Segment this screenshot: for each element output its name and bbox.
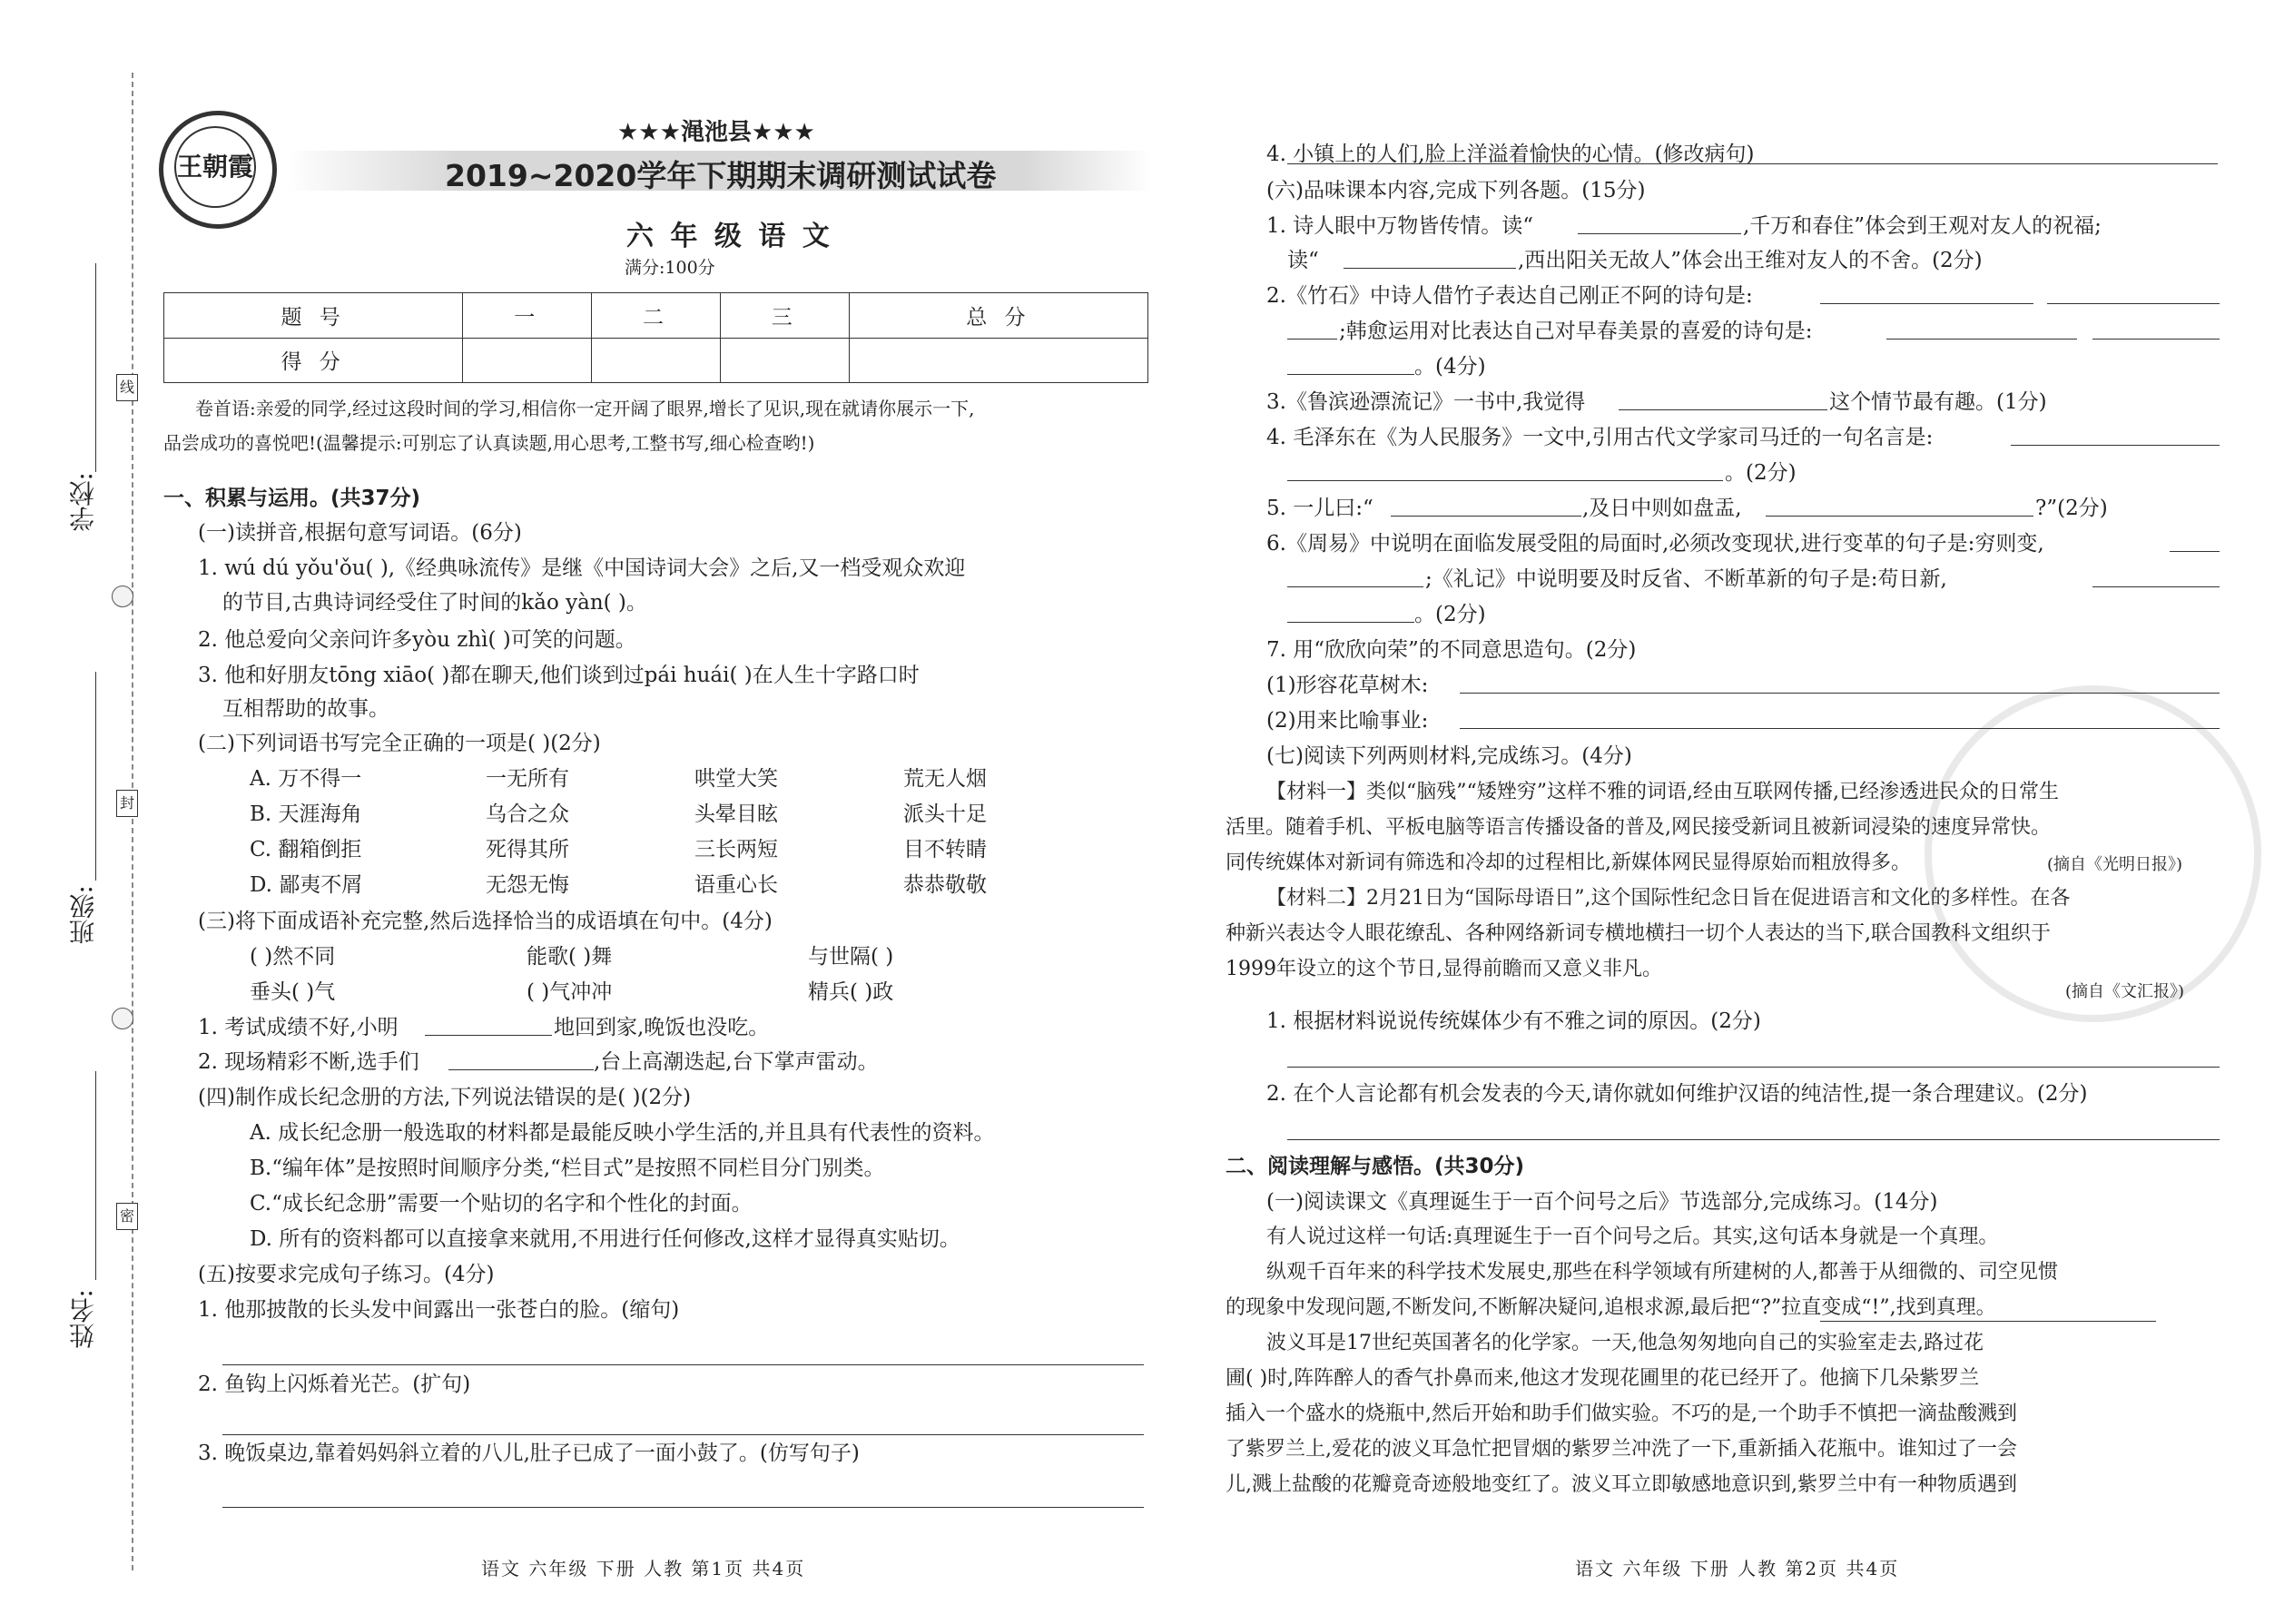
source-note: (摘自《文汇报》) bbox=[2065, 982, 2185, 1001]
question-text: 4. 毛泽东在《为人民服务》一文中,引用古代文学家司马迁的一句名言是: bbox=[1266, 426, 1934, 449]
question-text: ,台上高潮迭起,台下掌声雷动。 bbox=[594, 1050, 879, 1074]
question-text: 1. 考试成绩不好,小明 bbox=[198, 1016, 399, 1039]
question-text: ?”(2分) bbox=[2035, 497, 2108, 520]
answer-line[interactable] bbox=[1287, 1139, 2220, 1140]
question-text: 7. 用“欣欣向荣”的不同意思造句。(2分) bbox=[1266, 638, 1637, 662]
subject-title: 六 年 级 语 文 bbox=[626, 221, 833, 252]
school-label: 学校: bbox=[68, 472, 98, 532]
question-text: ,千万和春住”体会到王观对友人的祝福; bbox=[1743, 214, 2102, 238]
passage-text: 儿,溅上盐酸的花瓣竟奇迹般地变红了。波义耳立即敏感地意识到,紫罗兰中有一种物质遇到 bbox=[1226, 1473, 2017, 1496]
idiom-blank[interactable]: 垂头( )气 bbox=[250, 980, 336, 1004]
score-input-cell[interactable] bbox=[849, 338, 1147, 383]
option-word: 目不转睛 bbox=[903, 838, 987, 861]
question-text: (2)用来比喻事业: bbox=[1266, 709, 1429, 733]
option-b[interactable]: B.“编年体”是按照时间顺序分类,“栏目式”是按照不同栏目分门别类。 bbox=[250, 1156, 885, 1180]
question-text: ,西出阳关无故人”体会出王维对友人的不舍。(2分) bbox=[1518, 249, 1983, 272]
answer-blank[interactable] bbox=[1287, 339, 1337, 340]
answer-blank[interactable] bbox=[1287, 374, 1414, 375]
question-text: ,及日中则如盘盂, bbox=[1582, 497, 1742, 520]
seal-icon bbox=[112, 586, 133, 607]
idiom-blank[interactable]: 能歌( )舞 bbox=[527, 945, 613, 969]
table-cell: 三 bbox=[720, 293, 849, 339]
passage-text: 了紫罗兰上,爱花的波义耳急忙把冒烟的紫罗兰冲洗了一下,重新插入花瓶中。谁知过了一会 bbox=[1226, 1438, 2017, 1461]
question-text: 6.《周易》中说明在面临发展受阻的局面时,必须改变现状,进行变革的句子是:穷则变, bbox=[1266, 532, 2044, 556]
question-text: 4. 小镇上的人们,脸上洋溢着愉快的心情。(修改病句) bbox=[1266, 143, 1755, 166]
option-word: 语重心长 bbox=[694, 873, 778, 897]
question-text: ;《礼记》中说明要及时反省、不断革新的句子是:苟日新, bbox=[1425, 567, 1947, 591]
question-text: 1. wú dú yǒu'ǒu( ),《经典咏流传》是继《中国诗词大会》之后,又一档受观众欢迎 bbox=[198, 556, 966, 580]
question-text: (四)制作成长纪念册的方法,下列说法错误的是( )(2分) bbox=[198, 1086, 692, 1109]
option-word: 哄堂大笑 bbox=[694, 767, 778, 791]
table-cell: 题 号 bbox=[164, 293, 463, 339]
question-text: 2. 他总爱向父亲问许多yòu zhì( )可笑的问题。 bbox=[198, 628, 636, 652]
question-text: 1. 根据材料说说传统媒体少有不雅之词的原因。(2分) bbox=[1266, 1009, 1761, 1033]
material-text: 【材料一】类似“脑残”“矮矬穷”这样不雅的词语,经由互联网传播,已经渗透进民众的日常生 bbox=[1266, 781, 2059, 803]
fold-line bbox=[132, 73, 133, 1570]
question-text: 互相帮助的故事。 bbox=[222, 697, 389, 721]
answer-blank[interactable] bbox=[1820, 303, 2033, 304]
answer-line[interactable] bbox=[1460, 728, 2220, 729]
question-text: 2. 现场精彩不断,选手们 bbox=[198, 1050, 419, 1074]
score-input-cell[interactable] bbox=[592, 338, 721, 383]
score-table bbox=[163, 292, 1148, 383]
answer-blank[interactable] bbox=[1886, 339, 2077, 340]
table-cell: 得 分 bbox=[164, 338, 463, 383]
question-text: (1)形容花草树木: bbox=[1266, 674, 1429, 697]
question-text: 。(2分) bbox=[1414, 603, 1486, 626]
table-row bbox=[164, 338, 1148, 383]
question-text: ;韩愈运用对比表达自己对早春美景的喜爱的诗句是: bbox=[1339, 320, 1813, 343]
answer-blank[interactable] bbox=[1287, 586, 1423, 587]
answer-blank[interactable] bbox=[1287, 622, 1414, 623]
question-text: (七)阅读下列两则材料,完成练习。(4分) bbox=[1266, 744, 1632, 768]
answer-blank[interactable] bbox=[1391, 516, 1581, 517]
passage-text: 的现象中发现问题,不断发问,不断解决疑问,追根求源,最后把“?”拉直变成“!”,找到真理。 bbox=[1226, 1296, 1996, 1319]
question-text: (五)按要求完成句子练习。(4分) bbox=[198, 1263, 495, 1286]
question-text: (三)将下面成语补充完整,然后选择恰当的成语填在句中。(4分) bbox=[198, 910, 773, 933]
question-text: 3. 他和好朋友tōng xiāo( )都在聊天,他们谈到过pái huái( )在人生十字路口时 bbox=[198, 664, 920, 687]
question-text: 1. 他那披散的长头发中间露出一张苍白的脸。(缩句) bbox=[198, 1298, 680, 1322]
fold-mark-seal: 封 bbox=[116, 790, 138, 817]
question-text: 这个情节最有趣。(1分) bbox=[1829, 390, 2047, 414]
fold-mark-secret: 密 bbox=[116, 1203, 138, 1230]
option-d[interactable]: D. 鄙夷不屑 bbox=[250, 873, 363, 897]
school-line bbox=[95, 263, 96, 472]
question-text: 的节目,古典诗词经受住了时间的kǎo yàn( )。 bbox=[222, 591, 647, 615]
answer-blank[interactable] bbox=[2170, 551, 2220, 552]
question-text: 3. 晚饭桌边,靠着妈妈斜立着的八儿,肚子已成了一面小鼓了。(仿写句子) bbox=[198, 1442, 860, 1465]
option-a[interactable]: A. 成长纪念册一般选取的材料都是最能反映小学生活的,并且具有代表性的资料。 bbox=[250, 1121, 995, 1145]
section-heading: 二、阅读理解与感悟。(共30分) bbox=[1226, 1155, 1525, 1178]
exam-title: 2019~2020学年下期期末调研测试试卷 bbox=[445, 158, 997, 193]
option-word: 派头十足 bbox=[903, 802, 987, 826]
answer-line[interactable] bbox=[222, 1434, 1144, 1435]
table-row bbox=[164, 293, 1148, 339]
answer-line[interactable] bbox=[222, 1364, 1144, 1365]
material-text: 活里。随着手机、平板电脑等语言传播设备的普及,网民接受新词且被新词浸染的速度异常快。 bbox=[1226, 816, 2051, 839]
intro-line: 品尝成功的喜悦吧!(温馨提示:可别忘了认真读题,用心思考,工整书写,细心检查哟!) bbox=[163, 432, 815, 454]
logo-text: 王朝霞 bbox=[174, 126, 256, 208]
intro-line: 卷首语:亲爱的同学,经过这段时间的学习,相信你一定开阔了眼界,增长了见识,现在就请你展示一下, bbox=[195, 398, 975, 419]
passage-text: 插入一个盛水的烧瓶中,然后开始和助手们做实验。不巧的是,一个助手不慎把一滴盐酸溅到 bbox=[1226, 1403, 2017, 1425]
question-text: 。(2分) bbox=[1725, 461, 1797, 485]
question-text: 3.《鲁滨逊漂流记》一书中,我觉得 bbox=[1266, 390, 1586, 414]
answer-blank[interactable] bbox=[1287, 480, 1723, 481]
passage-text: 纵观千百年来的科学技术发展史,那些在科学领域有所建树的人,都善于从细微的、司空见惯 bbox=[1266, 1261, 2058, 1284]
question-text: 读“ bbox=[1287, 249, 1319, 272]
material-text: 【材料二】2月21日为“国际母语日”,这个国际性纪念日旨在促进语言和文化的多样性。在各 bbox=[1266, 887, 2071, 910]
question-text: 2. 鱼钩上闪烁着光芒。(扩句) bbox=[198, 1373, 471, 1396]
question-text: 2.《竹石》中诗人借竹子表达自己刚正不阿的诗句是: bbox=[1266, 284, 1753, 308]
table-cell: 二 bbox=[592, 293, 721, 339]
option-b[interactable]: B. 天涯海角 bbox=[250, 802, 362, 826]
passage-text: 圃( )时,阵阵醉人的香气扑鼻而来,他这才发现花圃里的花已经开了。他摘下几朵紫罗兰 bbox=[1226, 1367, 1980, 1390]
answer-blank[interactable] bbox=[448, 1069, 594, 1070]
fold-mark-line: 线 bbox=[116, 374, 138, 401]
material-text: 1999年设立的这个节日,显得前瞻而又意义非凡。 bbox=[1226, 958, 1662, 980]
section-heading: 一、积累与运用。(共37分) bbox=[163, 487, 421, 510]
option-word: 死得其所 bbox=[486, 838, 569, 861]
score-input-cell[interactable] bbox=[720, 338, 849, 383]
underline-mark bbox=[1820, 1321, 2156, 1322]
answer-blank[interactable] bbox=[2092, 586, 2220, 587]
option-word: 乌合之众 bbox=[486, 802, 569, 826]
table-cell: 一 bbox=[463, 293, 592, 339]
answer-blank[interactable] bbox=[2092, 339, 2220, 340]
option-word: 一无所有 bbox=[486, 767, 569, 791]
question-text: 2. 在个人言论都有机会发表的今天,请你就如何维护汉语的纯洁性,提一条合理建议。(2分) bbox=[1266, 1082, 2088, 1106]
answer-blank[interactable] bbox=[1766, 516, 2033, 517]
table-cell: 总 分 bbox=[849, 293, 1147, 339]
option-c[interactable]: C.“成长纪念册”需要一个贴切的名字和个性化的封面。 bbox=[250, 1192, 753, 1216]
class-label: 班级: bbox=[68, 885, 98, 945]
option-word: 恭恭敬敬 bbox=[903, 873, 987, 897]
answer-blank[interactable] bbox=[1578, 233, 1741, 234]
option-word: 头晕目眩 bbox=[694, 802, 778, 826]
passage-text: 有人说过这样一句话:真理诞生于一百个问号之后。其实,这句话本身就是一个真理。 bbox=[1266, 1225, 1999, 1248]
answer-blank[interactable] bbox=[1344, 268, 1516, 269]
seal-icon bbox=[112, 1008, 133, 1029]
brand-logo bbox=[159, 111, 277, 229]
question-text: (二)下列词语书写完全正确的一项是( )(2分) bbox=[198, 732, 601, 755]
question-text: 地回到家,晚饭也没吃。 bbox=[554, 1016, 770, 1039]
question-text: 5. 一儿曰:“ bbox=[1266, 497, 1373, 520]
idiom-blank[interactable]: 精兵( )政 bbox=[808, 980, 894, 1004]
full-score: 满分:100分 bbox=[625, 258, 715, 278]
county-name: ★★★渑池县★★★ bbox=[617, 119, 815, 146]
class-line bbox=[95, 672, 96, 881]
material-text: 种新兴表达令人眼花缭乱、各种网络新词专横地横扫一切个人表达的当下,联合国教科文组织于 bbox=[1226, 922, 2051, 945]
question-text: (一)读拼音,根据句意写词语。(6分) bbox=[198, 521, 522, 545]
idiom-blank[interactable]: 与世隔( ) bbox=[808, 945, 894, 969]
option-d[interactable]: D. 所有的资料都可以直接拿来就用,不用进行任何修改,这样才显得真实贴切。 bbox=[250, 1227, 960, 1251]
answer-line[interactable] bbox=[1287, 163, 2218, 164]
name-line bbox=[95, 1071, 96, 1280]
name-label: 姓名: bbox=[68, 1289, 98, 1349]
passage-text: 波义耳是17世纪英国著名的化学家。一天,他急匆匆地向自己的实验室走去,路过花 bbox=[1266, 1332, 1984, 1354]
score-input-cell[interactable] bbox=[463, 338, 592, 383]
answer-line[interactable] bbox=[1460, 693, 2220, 694]
answer-blank[interactable] bbox=[2011, 445, 2220, 446]
answer-blank[interactable] bbox=[1619, 409, 1827, 410]
question-text: 1. 诗人眼中万物皆传情。读“ bbox=[1266, 214, 1534, 238]
option-word: 无怨无悔 bbox=[486, 873, 569, 897]
source-note: (摘自《光明日报》) bbox=[2047, 855, 2183, 874]
answer-blank[interactable] bbox=[2047, 303, 2220, 304]
answer-line[interactable] bbox=[1287, 1067, 2220, 1068]
option-c[interactable]: C. 翻箱倒拒 bbox=[250, 838, 362, 861]
page-footer: 语文 六年级 下册 人教 第2页 共4页 bbox=[1575, 1558, 1900, 1580]
page-footer: 语文 六年级 下册 人教 第1页 共4页 bbox=[481, 1558, 806, 1580]
option-word: 三长两短 bbox=[694, 838, 778, 861]
option-a[interactable]: A. 万不得一 bbox=[250, 767, 362, 791]
question-text: 。(4分) bbox=[1414, 355, 1486, 379]
answer-blank[interactable] bbox=[425, 1035, 552, 1036]
question-text: (一)阅读课文《真理诞生于一百个问号之后》节选部分,完成练习。(14分) bbox=[1266, 1190, 1938, 1214]
question-text: (六)品味课本内容,完成下列各题。(15分) bbox=[1266, 179, 1646, 202]
idiom-blank[interactable]: ( )气冲冲 bbox=[527, 980, 613, 1004]
option-word: 荒无人烟 bbox=[903, 767, 987, 791]
material-text: 同传统媒体对新词有筛选和冷却的过程相比,新媒体网民显得原始而粗放得多。 bbox=[1226, 851, 1911, 874]
idiom-blank[interactable]: ( )然不同 bbox=[250, 945, 336, 969]
answer-line[interactable] bbox=[222, 1507, 1144, 1508]
